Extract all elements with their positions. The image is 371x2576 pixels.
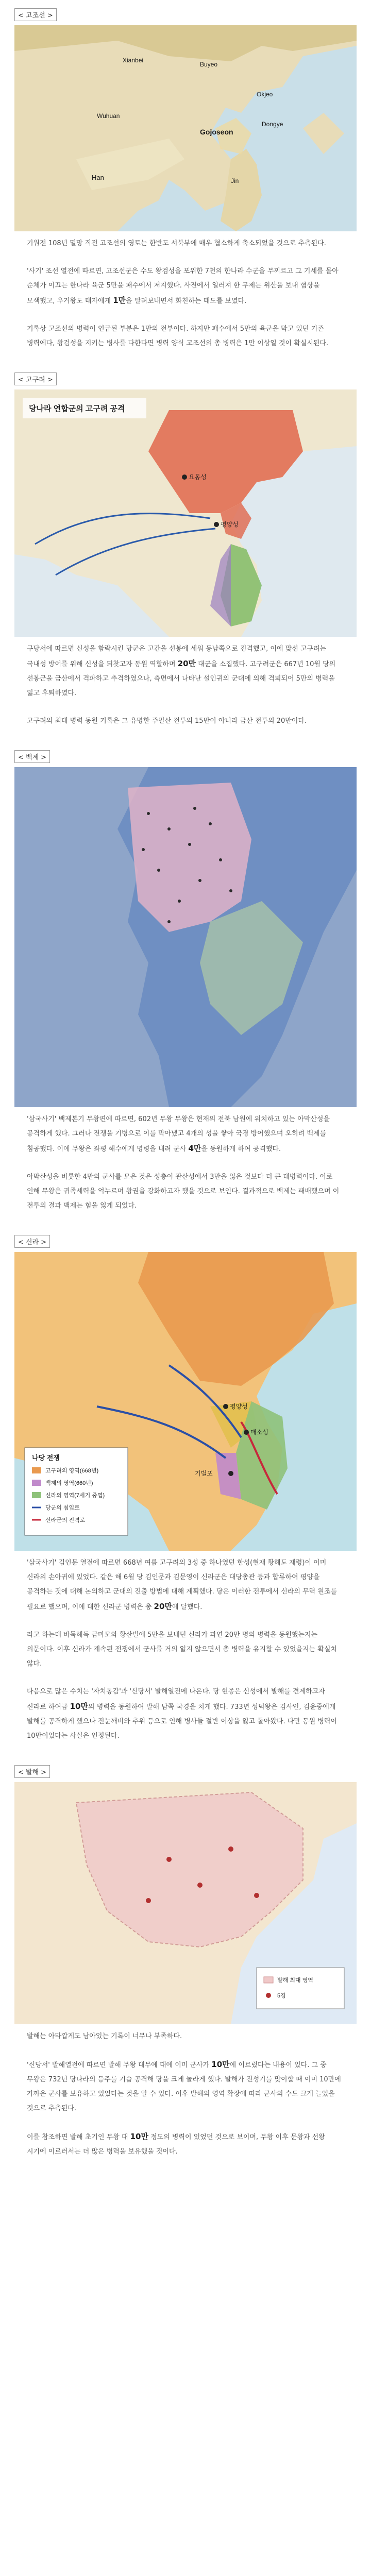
map-balhae: [14, 1782, 357, 2024]
paragraph: 이를 참조하면 발해 초기인 무왕 대 10만 정도의 병력이 있었던 것으로 보이며, 무왕 이후 문왕과 선왕 시기에 이르러서는 더 많은 병력을 보유했을 것이다.: [27, 2132, 325, 2156]
troop-count: 10만: [130, 2132, 148, 2141]
label-buyeo: Buyeo: [200, 61, 218, 68]
section-label: < 고조선 >: [14, 8, 57, 21]
paragraph: 고구려의 최대 병력 동원 기록은 그 유명한 주필산 전투의 15만이 아니라 금산 전투의 20만이다.: [27, 717, 307, 725]
legend-item: 신라의 영역(7세기 중엽): [45, 1493, 105, 1499]
paragraph: 기록상 고조선의 병력이 언급된 부분은 1만의 전부이다. 하지만 패수에서 5만의 육군을 막고 있던 기존 병력에다, 왕검성을 지키는 병사를 다한다면 병력 양식 고조선의 총 병력은 1만 이상일 것이 확실시된다.: [27, 325, 329, 347]
section-gojoseon: [0, 0, 371, 351]
troop-count: 20만: [177, 659, 196, 668]
label-yodong: 요동성: [189, 473, 207, 481]
map-silla: [14, 1252, 357, 1551]
legend-item: 신라군의 진격로: [45, 1517, 86, 1523]
map-goguryeo-svg: [14, 389, 357, 637]
map-goguryeo: [14, 389, 357, 637]
label-pyeongyang: 평양성: [230, 1403, 248, 1410]
legend-item: 발해 최대 영역: [277, 1977, 313, 1984]
label-han: Han: [92, 174, 104, 181]
legend-item: 백제의 영역(660년): [45, 1480, 93, 1486]
section-balhae: [0, 1757, 371, 2159]
section-baekje: [0, 742, 371, 1213]
paragraph: 라고 하는데 바둑해득 금마모와 황산벌에 5만을 보내던 신라가 과연 20만 명의 병력을 동원했는지는 의문이다. 이후 신라가 계속된 전쟁에서 군사를 거의 잃지 않으면서 총 병력을 유지할 수 있었을지는 확실치 않다.: [27, 1631, 337, 1668]
section-text: [27, 236, 344, 351]
label-xianbei: Xianbei: [123, 57, 144, 64]
paragraph: '삼국사기' 김인문 열전에 따르면 668년 여름 고구려의 3성 중 하나였던 한성(현재 황해도 재령)이 이미 신라의 손아귀에 있었다. 같은 해 6월 당 김인문과 김문영이 신라군은 대당총관 등과 합류하여 평양을 공격하는 것에 대해 논의하고 군대의 진출 방법에 대해 계획했다. 당은 이러한 전투에서 신라의 무력 원조를 필요로 했으며, 이에 대한 신라군 병력은 총 20만에 달했다.: [27, 1559, 337, 1611]
map-silla-svg: [14, 1252, 357, 1551]
label-okjeo: Okjeo: [257, 91, 273, 98]
map-gojoseon: [14, 25, 357, 231]
section-label: < 고구려 >: [14, 372, 57, 385]
section-text: [27, 642, 344, 728]
label-gibeolpo: 기벌포: [195, 1470, 213, 1477]
map-balhae-svg: [14, 1782, 357, 2024]
section-text: [27, 1556, 344, 1743]
troop-count: 4만: [188, 1144, 201, 1153]
section-label: < 신라 >: [14, 1235, 50, 1248]
paragraph: 발해는 아타깝게도 남아있는 기록이 너무나 부족하다.: [27, 2032, 182, 2040]
label-gojoseon: Gojoseon: [200, 128, 233, 136]
paragraph: 아막산성을 비롯한 4만의 군사를 모은 것은 성충이 관산성에서 3만을 잃은 것보다 더 큰 대병력이다. 이로 인해 무왕은 귀족세력을 억누르며 왕권을 강화하고자 했을 것으로 보인다. 결과적으로 백제는 패배했으며 이 전투의 결과 백제는 힘을 잃게 되었다.: [27, 1173, 340, 1210]
troop-count: 10만: [211, 2060, 230, 2069]
label-maeso: 매소성: [250, 1429, 268, 1436]
paragraph: '사기' 조선 열전에 따르면, 고조선군은 수도 왕검성을 포위한 7천의 한나라 수군을 무찌르고 그 기세를 몰아 순체가 이끄는 한나라 육군 5만을 패수에서 저지했다. 사전에서 일러져 한 무제는 위산을 보내 협상을 모색했고, 우거왕도 태자에게 1만을 딸려보내면서 화친하는 태도를 보였다.: [27, 267, 339, 305]
section-goguryeo: [0, 364, 371, 728]
paragraph: 구당서에 따르면 신성을 함락시킨 당군은 고간을 선봉에 세워 동남쪽으로 진격했고, 이에 맞선 고구려는 국내성 방어를 위해 신성을 되찾고자 동원 역할하며 20만 대군을 소집했다. 고구려군은 667년 10월 당의 선봉군을 금산에서 격파하고 추격하였으나, 측면에서 나타난 설인귀의 군대에 의해 격퇴되어 5만의 병력을 잃고 후퇴하였다.: [27, 645, 336, 697]
map-baekje: [14, 767, 357, 1107]
legend-item: 당군의 침입로: [45, 1505, 80, 1511]
label-wuhuan: Wuhuan: [97, 112, 120, 120]
section-text: [27, 1112, 344, 1213]
section-text: [27, 2029, 344, 2159]
legend-item: 고구려의 영역(668년): [45, 1468, 99, 1474]
legend-title: 나당 전쟁: [32, 1454, 60, 1462]
section-label: < 발해 >: [14, 1765, 50, 1778]
paragraph: '신당서' 발해열전에 따르면 발해 무왕 대무예 대에 이미 군사가 10만에 이르렀다는 내용이 있다. 그 중 무왕은 732년 당나라의 등주를 기습 공격해 당을 크게 놀라게 했다. 발해가 전성기를 맞이할 때 이미 10만에 가까운 군사를 보유하고 있었다는 것을 알 수 있다. 이후 발해의 영역 확장에 따라 군사의 수도 크게 늘었을 것으로 추측된다.: [27, 2060, 341, 2112]
section-silla: [0, 1227, 371, 1743]
paragraph: 다음으로 많은 수치는 '자치통감'과 '신당서' 발해열전에 나온다. 당 현종은 신성에서 발해를 견제하고자 신라로 하여금 10만의 병력을 동원하여 발해 남쪽 국경을 치게 했다. 733년 성덕왕은 김사인, 김윤중에게 발해를 공격하게 했으나 진눈깨비와 추위 등으로 인해 병사들 절반 이상을 잃고 돌아왔다. 다만 동원 병력이 10만이었다는 사실은 인정된다.: [27, 1688, 337, 1740]
map-baekje-svg: [14, 767, 357, 1107]
label-pyeongyang: 평양성: [221, 521, 239, 528]
map-title: 당나라 연합군의 고구려 공격: [29, 404, 125, 413]
troop-count: 20만: [154, 1602, 172, 1611]
paragraph: 기원전 108년 멸망 직전 고조선의 영토는 한반도 서북부에 매우 협소하게 축소되었을 것으로 추측된다.: [27, 240, 326, 247]
troop-count: 1만: [113, 296, 126, 305]
paragraph: '삼국사기' 백제본기 무왕편에 따르면, 602년 무왕 무왕은 현재의 전북 남원에 위치하고 있는 아막산성을 공격하게 했다. 그러나 전쟁을 기병으로 이를 막아냈고 4개의 성을 쌓아 국경 방어했으며 오히려 백제를 침공했다. 이에 무왕은 좌평 해수에게 명령을 내려 군사 4만을 동원하게 하여 공격했다.: [27, 1115, 330, 1153]
label-jin: Jin: [231, 177, 239, 184]
map-gojoseon-svg: [14, 25, 357, 231]
troop-count: 10만: [70, 1702, 88, 1711]
section-label: < 백제 >: [14, 750, 50, 763]
label-dongye: Dongye: [262, 121, 283, 128]
legend-item: 5경: [277, 1993, 286, 1999]
